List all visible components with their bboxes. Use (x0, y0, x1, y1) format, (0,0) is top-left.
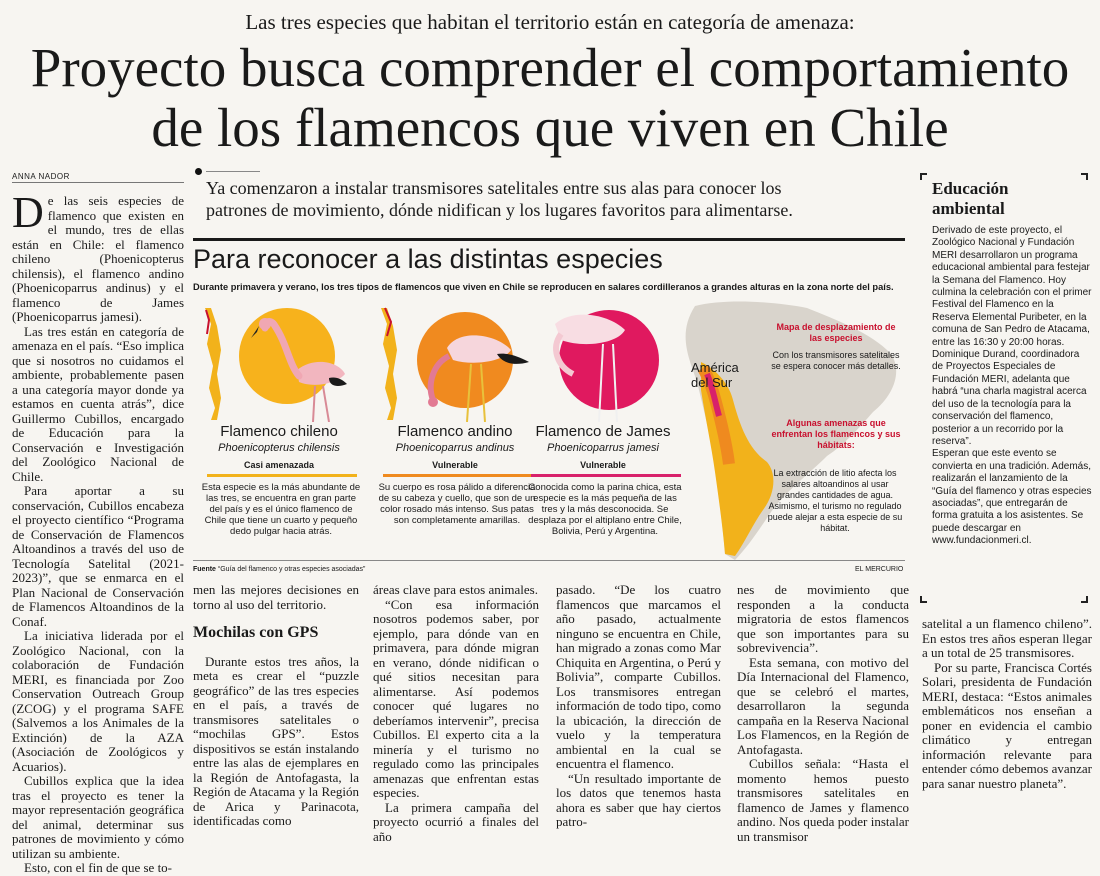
corner-mark (920, 173, 927, 180)
graphic-credit: EL MERCURIO (855, 566, 904, 573)
chilean-flamingo-illustration (197, 304, 372, 422)
paragraph: Durante estos tres años, la meta es crear el “puzzle geográfico” de las tres especies en el país, a través de transmisores satelitales o “mochilas GPS”. Estos dispositivos se están instalando entre las alas de ejemplares en la Región de Antofagasta, la Región de Atacama y la Región de Arica y Parinacota, identificadas como (193, 653, 359, 828)
map-legend-title: Mapa de desplazamiento de las especies (776, 322, 896, 343)
sidebar-title (932, 179, 1009, 219)
continent-label (691, 360, 739, 390)
column-1 (12, 188, 184, 876)
source-text: “Guía del flamenco y otras especies asociadas” (217, 566, 366, 573)
species-status: Casi amenazada (243, 460, 315, 470)
species-name: Flamenco andino (397, 423, 513, 440)
paragraph: Cubillos explica que la idea tras el proyecto es tener la mayor representación geográfica del animal, determinar sus patrones de movimiento y cómo utilizan su ambiente. (12, 773, 184, 861)
source-note (193, 566, 365, 573)
source-label: Fuente (193, 566, 216, 573)
kicker: Las tres especies que habitan el territorio están en categoría de amenaza: (245, 10, 855, 34)
sidebar-title-line: ambiental (932, 199, 1005, 218)
paragraph: La primera campaña del proyecto ocurrió a finales del año (373, 799, 539, 844)
column-5 (737, 583, 909, 844)
paragraph (12, 188, 184, 325)
species-description: Su cuerpo es rosa pálido a diferencia de su cabeza y cuello, que son de un color rosado más intenso. Sus patas son completamente amarillas. (378, 482, 536, 526)
species-scientific-name: Phoenicoparrus jamesi (547, 442, 659, 454)
corner-mark (920, 596, 927, 603)
status-bar (207, 474, 357, 477)
byline-rule (12, 182, 184, 183)
corner-mark (1081, 596, 1088, 603)
sidebar-text (932, 225, 1092, 548)
corner-mark (1081, 173, 1088, 180)
infographic-top-rule (193, 238, 905, 241)
infographic-title: Para reconocer a las distintas especies (193, 244, 663, 274)
deck-line-1: Ya comenzaron a instalar transmisores satelitales entre sus alas para conocer los (206, 178, 782, 198)
andean-flamingo-illustration (373, 304, 543, 422)
infographic (193, 238, 905, 576)
status-bar (383, 474, 533, 477)
paragraph: áreas clave para estos animales. (373, 582, 538, 597)
deck-bullet (195, 168, 202, 175)
deck-line-2: patrones de movimiento, dónde nidifican y los lugares favoritos para alimentarse. (206, 200, 793, 220)
sidebar-paragraph: Derivado de este proyecto, el Zoológico Nacional y Fundación MERI desarrollaron un programa educacional ambiental para festejar la Semana del Flamenco. Hoy culmina la celebración con el primer Festival del Flamenco en la Reserva Elemental Puribeter, en la comuna de San Pedro de Atacama, entre las 16:30 y 20:00 horas. (932, 225, 1092, 348)
paragraph: Esta semana, con motivo del Día Internacional del Flamenco, que se celebró el martes, desarrollaron la segunda campaña en la Reserva Nacional Los Flamencos, en la Región de Antofagasta. (737, 654, 909, 757)
paragraph: La iniciativa liderada por el Zoológico Nacional, con la colaboración de Fundación MERI, es financiada por Zoo Conservation Outreach Group (ZCOG) y el programa SAFE (Salvemos a los Animales de la Extinción) de la AZA (Asociación de Zoológicos y Acuarios). (12, 628, 184, 774)
paragraph: “Con esa información nosotros podemos saber, por ejemplo, para dónde van en primavera, para dónde migran en verano, dónde nidifican o qué sitios necesitan para alimentarse. Así podemos conocer qué lugares no deberíamos intervenir”, precisa Cubillos. El experto cita a la minería y el turismo no regulado como las principales amenazas que enfrentan estas especies. (373, 596, 539, 800)
species-description: Esta especie es la más abundante de las tres, se encuentra en gran parte del país y es el único flamenco de Chile que tiene un cuarto y pequeño dedo pulgar hacia atrás. (201, 482, 361, 537)
james-flamingo-illustration (533, 304, 663, 422)
paragraph: Por su parte, Francisca Cortés Solari, presidenta de Fundación MERI, destaca: “Estos animales emblemáticos nos enseñan a poner en evidencia el cambio climático y entregan información relevante para entender cómo debemos avanzar para sanar nuestro planeta”. (922, 659, 1093, 791)
continent-label-line: del Sur (691, 375, 733, 390)
paragraph: nes de movimiento que responden a la conducta migratoria de estos flamencos que son importantes para su sobrevivencia”. (737, 582, 909, 655)
column-3 (373, 583, 539, 844)
paragraph: satelital a un flamenco chileno”. En estos tres años esperan llegar a un total de 25 transmisores. (922, 616, 1092, 660)
sidebar-paragraph: Esperan que este evento se convierta en una tradición. Además, realizarán el lanzamiento de la “Guía del flamenco y otras especies asociadas”, que entregarán de forma gratuita a los asistentes. Se puede descargar en www.fundacionmeri.cl. (932, 448, 1092, 547)
paragraph-text: e las seis especies de flamenco que existen en el mundo, tres de ellas están en Chile: el flamenco chileno (Phoenicopterus chilensis), el flamenco andino (Phoenicoparrus andinus) y el flamenco de James (Phoenicoparrus jamesi). (12, 193, 184, 324)
status-bar (531, 474, 681, 477)
paragraph: “Un resultado importante de los datos que tenemos hasta ahora es saber que hay ciertos patro- (556, 770, 721, 829)
column-2 (193, 583, 359, 829)
paragraph: Esto, con el fin de que se to- (24, 860, 173, 875)
subheading: Mochilas con GPS (193, 624, 319, 641)
paragraph: Las tres están en categoría de amenaza en el país. “Eso implica que si nosotros no cuidamos el ambiente, probablemente pasen a una categoría mayor donde ya estamos en cuenta atrás”, dice Guillermo Cubillos, encargado de Educación para la Conservación e Investigación del Zoológico Nacional de Chile. (12, 323, 184, 484)
infographic-bottom-rule (193, 560, 905, 561)
paragraph: Para aportar a su conservación, Cubillos encabeza el proyecto científico “Programa de Conservación de Flamencos Altoandinos a través del uso de Tecnología Satelital (2021-2023)”, que se enmarca en el Plan Nacional de Conservación de Flamencos Altoandinos de la Conaf. (12, 483, 184, 629)
threats-text: La extracción de litio afecta los salares altoandinos al usar grandes cantidades de agua. Asimismo, el turismo no regulado puede alejar a esta especie de su hábitat. (767, 468, 903, 533)
sidebar-title-line: Educación (932, 179, 1009, 198)
species-status: Vulnerable (580, 460, 626, 470)
species-status: Vulnerable (432, 460, 478, 470)
species-scientific-name: Phoenicopterus chilensis (218, 442, 340, 454)
species-name: Flamenco chileno (220, 423, 338, 440)
deck-rule (206, 171, 260, 172)
map-legend (771, 322, 901, 372)
deck (206, 177, 896, 221)
species-scientific-name: Phoenicoparrus andinus (395, 442, 515, 454)
species-description: Conocida como la parina chica, esta especie es la más pequeña de las tres y la más desconocida. Se desplaza por el altiplano entre Chile, Bolivia, Perú y Argentina. (528, 482, 682, 537)
threats-box (771, 418, 901, 451)
chile-silhouette-icon (381, 308, 397, 420)
sidebar-paragraph: Dominique Durand, coordinadora de Proyectos Especiales de Fundación MERI, adelanta que habrá “una charla magistral acerca del uso de la tecnología para la conservación del flamenco, posterior a un recorrido por la reserva”. (932, 349, 1087, 447)
column-6 (922, 617, 1092, 791)
paragraph: men las mejores decisiones en torno al uso del territorio. (193, 582, 359, 612)
sidebar-box (920, 173, 1092, 603)
column-4 (556, 583, 721, 830)
infographic-intro: Durante primavera y verano, los tres tipos de flamencos que viven en Chile se reproducen en salares cordilleranos a grandes alturas en la zona norte del país. (193, 282, 894, 292)
headline-line-2: de los flamencos que viven en Chile (151, 97, 949, 158)
continent-label-line: América (691, 360, 739, 375)
species-name: Flamenco de James (535, 423, 671, 440)
headline-line-1: Proyecto busca comprender el comportamiento (30, 37, 1070, 98)
paragraph: Cubillos señala: “Hasta el momento hemos puesto transmisores satelitales en flamenco de James y flamenco andino. Nos queda poder instalar un transmisor (737, 756, 909, 844)
threats-title: Algunas amenazas que enfrentan los flamencos y sus hábitats: (771, 418, 901, 450)
map-legend-text: Con los transmisores satelitales se espera conocer más detalles. (771, 350, 901, 371)
paragraph: pasado. “De los cuatro flamencos que marcamos el año pasado, actualmente ninguno se encuentra en Chile, han migrado a zonas como Mar Chiquita en Argentina, o Perú y Bolivia”, comparte Cubillos. Los transmisores entregan información de todo tipo, como la ubicación, la dirección de vuelo y la temperatura ambiental en la cual se encuentra el flamenco. (556, 582, 721, 771)
headline (0, 38, 1100, 158)
byline: ANNA NADOR (12, 172, 70, 181)
drop-cap: D (12, 188, 44, 237)
